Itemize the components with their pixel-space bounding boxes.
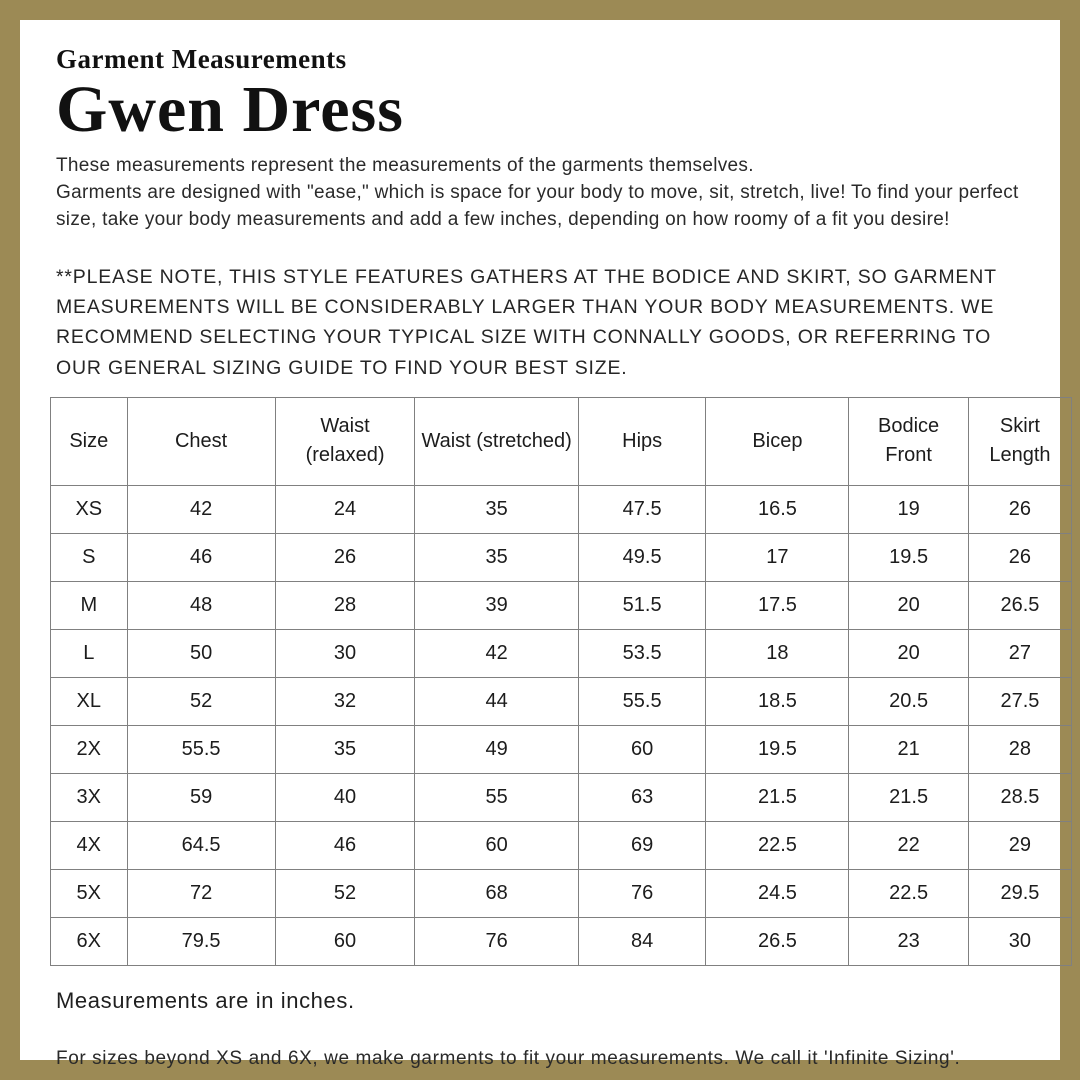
measurement-cell: 48 <box>127 581 275 629</box>
measurement-cell: 50 <box>127 629 275 677</box>
measurement-cell: 84 <box>578 917 706 965</box>
measurement-cell: 28 <box>275 581 415 629</box>
table-row <box>51 821 1072 869</box>
measurement-cell: 32 <box>275 677 415 725</box>
measurement-cell: 19 <box>849 485 968 533</box>
size-cell: XL <box>51 677 128 725</box>
measurement-cell: 28.5 <box>968 773 1071 821</box>
measurement-cell: 42 <box>127 485 275 533</box>
size-cell: L <box>51 629 128 677</box>
measurement-cell: 44 <box>415 677 578 725</box>
table-head <box>51 397 1072 485</box>
measurement-cell: 26.5 <box>706 917 849 965</box>
measurement-cell: 21 <box>849 725 968 773</box>
measurement-cell: 40 <box>275 773 415 821</box>
measurement-cell: 52 <box>127 677 275 725</box>
measurement-cell: 17 <box>706 533 849 581</box>
measurement-cell: 60 <box>415 821 578 869</box>
measurement-cell: 68 <box>415 869 578 917</box>
measurement-cell: 26 <box>275 533 415 581</box>
measurement-cell: 22.5 <box>849 869 968 917</box>
eyebrow-heading: Garment Measurements <box>56 44 347 74</box>
column-header: Chest <box>127 397 275 485</box>
intro-paragraph <box>56 153 1032 234</box>
intro-line-2: Garments are designed with "ease," which is space for your body to move, sit, stretch, live! To find your perfect size, take your body measurements and add a few inches, depending on how roomy of a fit you desire! <box>56 181 1019 230</box>
measurement-cell: 55 <box>415 773 578 821</box>
measurement-cell: 69 <box>578 821 706 869</box>
intro-line-1: These measurements represent the measurements of the garments themselves. <box>56 155 754 176</box>
measurement-cell: 19.5 <box>706 725 849 773</box>
page-title: Gwen Dress <box>56 73 404 146</box>
table-row <box>51 677 1072 725</box>
measurement-cell: 28 <box>968 725 1071 773</box>
table-row <box>51 725 1072 773</box>
measurement-cell: 21.5 <box>849 773 968 821</box>
measurement-cell: 19.5 <box>849 533 968 581</box>
measurement-cell: 53.5 <box>578 629 706 677</box>
measurement-cell: 42 <box>415 629 578 677</box>
size-cell: XS <box>51 485 128 533</box>
measurement-cell: 26 <box>968 533 1071 581</box>
column-header: Skirt Length <box>968 397 1071 485</box>
column-header: Waist (stretched) <box>415 397 578 485</box>
measurement-cell: 17.5 <box>706 581 849 629</box>
measurement-cell: 26.5 <box>968 581 1071 629</box>
measurement-cell: 76 <box>415 917 578 965</box>
page <box>20 20 1060 1069</box>
measurement-cell: 35 <box>415 485 578 533</box>
measurement-cell: 49 <box>415 725 578 773</box>
measurement-cell: 79.5 <box>127 917 275 965</box>
header-row <box>51 397 1072 485</box>
measurement-cell: 21.5 <box>706 773 849 821</box>
measurement-cell: 30 <box>275 629 415 677</box>
measurement-cell: 22 <box>849 821 968 869</box>
measurement-cell: 24 <box>275 485 415 533</box>
column-header: Waist (relaxed) <box>275 397 415 485</box>
size-cell: M <box>51 581 128 629</box>
measurement-cell: 59 <box>127 773 275 821</box>
measurement-cell: 55.5 <box>127 725 275 773</box>
measurement-cell: 64.5 <box>127 821 275 869</box>
measurement-cell: 52 <box>275 869 415 917</box>
size-cell: 3X <box>51 773 128 821</box>
table-row <box>51 869 1072 917</box>
measurement-cell: 35 <box>415 533 578 581</box>
units-note: Measurements are in inches. <box>56 987 355 1013</box>
column-header: Bicep <box>706 397 849 485</box>
measurements-table <box>50 397 1072 966</box>
measurement-cell: 63 <box>578 773 706 821</box>
measurement-cell: 30 <box>968 917 1071 965</box>
column-header: Bodice Front <box>849 397 968 485</box>
measurement-cell: 35 <box>275 725 415 773</box>
measurement-cell: 39 <box>415 581 578 629</box>
table-row <box>51 773 1072 821</box>
measurement-cell: 72 <box>127 869 275 917</box>
measurement-cell: 26 <box>968 485 1071 533</box>
measurement-cell: 49.5 <box>578 533 706 581</box>
measurement-cell: 18 <box>706 629 849 677</box>
measurement-cell: 76 <box>578 869 706 917</box>
size-cell: 2X <box>51 725 128 773</box>
measurement-cell: 16.5 <box>706 485 849 533</box>
measurement-cell: 47.5 <box>578 485 706 533</box>
measurement-cell: 60 <box>578 725 706 773</box>
measurement-cell: 27.5 <box>968 677 1071 725</box>
measurement-cell: 60 <box>275 917 415 965</box>
infinite-sizing-note: For sizes beyond XS and 6X, we make garments to fit your measurements. We call it 'Infinite Sizing'. <box>56 1047 961 1069</box>
measurement-cell: 51.5 <box>578 581 706 629</box>
size-cell: 6X <box>51 917 128 965</box>
table-row <box>51 485 1072 533</box>
column-header: Hips <box>578 397 706 485</box>
measurement-cell: 20.5 <box>849 677 968 725</box>
measurement-cell: 20 <box>849 629 968 677</box>
column-header: Size <box>51 397 128 485</box>
size-cell: S <box>51 533 128 581</box>
measurement-cell: 18.5 <box>706 677 849 725</box>
size-cell: 4X <box>51 821 128 869</box>
measurement-cell: 55.5 <box>578 677 706 725</box>
measurement-cell: 46 <box>127 533 275 581</box>
table-body <box>51 485 1072 965</box>
please-note-paragraph: **PLEASE NOTE, THIS STYLE FEATURES GATHERS AT THE BODICE AND SKIRT, SO GARMENT MEASUREMENTS WILL BE CONSIDERABLY LARGER THAN YOUR BODY MEASUREMENTS. WE RECOMMEND SELECTING YOUR TYPICAL SIZE WITH CONNALLY GOODS, OR REFERRING TO OUR GENERAL SIZING GUIDE TO FIND YOUR BEST SIZE. <box>56 265 997 379</box>
measurement-cell: 24.5 <box>706 869 849 917</box>
table-row <box>51 917 1072 965</box>
measurement-cell: 20 <box>849 581 968 629</box>
measurement-cell: 27 <box>968 629 1071 677</box>
measurement-cell: 46 <box>275 821 415 869</box>
table-row <box>51 533 1072 581</box>
measurement-cell: 29.5 <box>968 869 1071 917</box>
table-row <box>51 629 1072 677</box>
measurement-cell: 23 <box>849 917 968 965</box>
measurement-cell: 29 <box>968 821 1071 869</box>
size-cell: 5X <box>51 869 128 917</box>
table-row <box>51 581 1072 629</box>
measurement-cell: 22.5 <box>706 821 849 869</box>
